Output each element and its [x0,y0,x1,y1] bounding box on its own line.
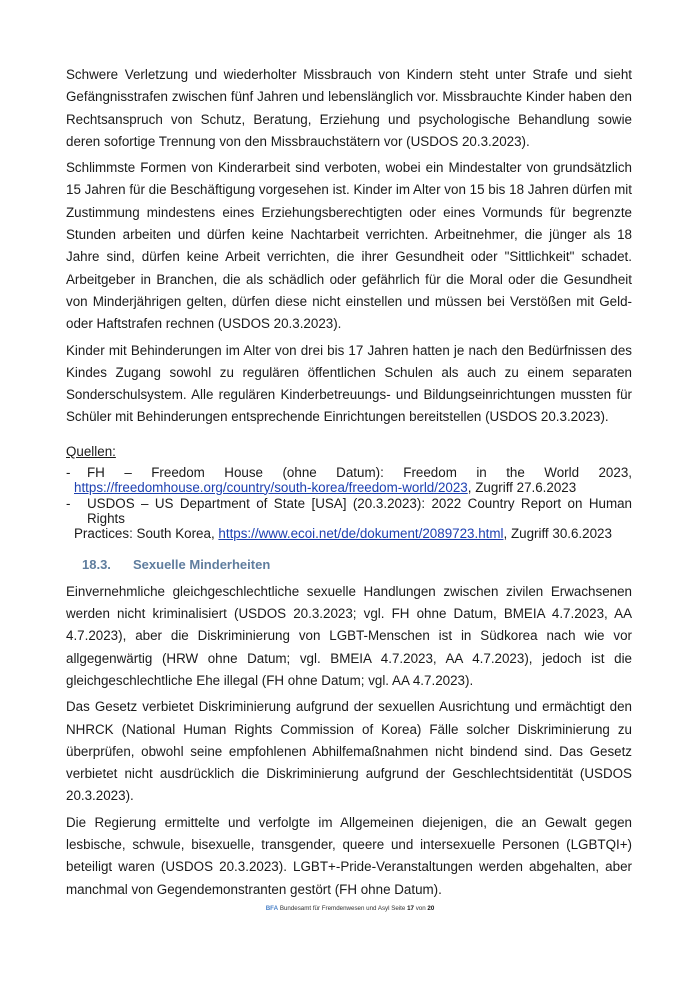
source-body [74,496,632,541]
bfa-logo-text: BFA [265,905,279,912]
footer-total-pages: 20 [427,905,435,912]
footer-page-number: 17 [407,905,414,912]
footer-of: von [413,905,428,912]
source-continuation [74,527,632,542]
page-content [66,64,632,905]
source-link-freedomhouse[interactable]: https://freedomhouse.org/country/south-korea/freedom-world/2023 [74,479,468,495]
sources-heading: Quellen: [66,443,116,459]
source-text-cont: Practices: South Korea, [74,525,219,541]
page-footer [0,905,700,912]
source-access-date: , Zugriff 30.6.2023 [503,525,612,541]
section-number: 18.3. [82,556,111,572]
paragraph: Das Gesetz verbietet Diskriminierung aufgrund der sexuellen Ausrichtung und ermächtigt den NHRCK (National Human Rights Commission of Korea) Fälle solcher Diskriminierung zu überprüfen, obwohl seine empfohlenen Abhilfemaßnahmen nicht bindend sind. Das Gesetz verbietet nicht ausdrücklich die Diskriminierung aufgrund der Geschlechtsidentität (USDOS 20.3.2023). [66,699,632,804]
source-body [74,464,632,496]
paragraph: Schlimmste Formen von Kinderarbeit sind verboten, wobei ein Mindestalter von grundsätzlich 15 Jahren für die Beschäftigung vorgesehen ist. Kinder im Alter von 15 bis 18 Jahren dürfen mit Zustimmung mindestens eines Erziehungsberechtigten oder eines Vormunds für begrenzte Stunden arbeiten und dürfen keine Nachtarbeit verrichten. Arbeitnehmer, die jünger als 18 Jahre sind, dürfen keine Arbeit verrichten, die ihrer Gesundheit oder "Sittlichkeit" schadet. Arbeitgeber in Branchen, die als schädlich oder gefährlich für die Moral oder die Gesundheit von Minderjährigen gelten, dürfen diese nicht einstellen und müssen bei Verstößen mit Geld- oder Haftstrafen rechnen (USDOS 20.3.2023). [66,160,632,332]
section-heading [82,556,632,573]
list-dash: - [66,496,71,512]
section-title: Sexuelle Minderheiten [133,556,271,572]
paragraph: Die Regierung ermittelte und verfolgte im Allgemeinen diejenigen, die an Gewalt gegen lesbische, schwule, bisexuelle, transgender, queere und intersexuelle Personen (LGBTQI+) beteiligt waren (USDOS 20.3.2023). LGBT+-Pride-Veranstaltungen werden abgehalten, aber manchmal von Gegendemonstranten gestört (FH ohne Datum). [66,814,632,897]
paragraph: Kinder mit Behinderungen im Alter von drei bis 17 Jahren hatten je nach den Bedürfnissen des Kindes Zugang sowohl zu regulären öffentlichen Schulen als auch zu einem separaten Sonderschulsystem. Alle regulären Kinderbetreuungs- und Bildungseinrichtungen mussten für Schüler mit Behinderungen entsprechende Einrichtungen bereitstellen (USDOS 20.3.2023). [66,342,632,425]
source-text: USDOS – US Department of State [USA] (20.3.2023): 2022 Country Report on Human Rights [87,496,632,527]
source-link-ecoi[interactable]: https://www.ecoi.net/de/dokument/2089723.html [218,525,504,541]
source-text: FH – Freedom House (ohne Datum): Freedom in the World 2023, [87,464,632,480]
paragraph: Einvernehmliche gleichgeschlechtliche sexuelle Handlungen zwischen zivilen Erwachsenen werden nicht kriminalisiert (USDOS 20.3.2023; vgl. FH ohne Datum, BMEIA 4.7.2023, AA 4.7.2023), aber die Diskriminierung von LGBT-Menschen ist in Südkorea nach wie vor allgegenwärtig (HRW ohne Datum; vgl. BMEIA 4.7.2023, AA 4.7.2023), jedoch ist die gleichgeschlechtliche Ehe illegal (FH ohne Datum; vgl. AA 4.7.2023). [66,583,632,688]
paragraph: Schwere Verletzung und wiederholter Missbrauch von Kindern steht unter Strafe und sieht Gefängnisstrafen zwischen fünf Jahren und lebenslänglich vor. Missbrauchte Kinder haben den Rechtsanspruch von Schutz, Beratung, Erziehung und psychologische Behandlung sowie deren sofortige Trennung von den Missbrauchstätern vor (USDOS 20.3.2023). [66,67,632,149]
source-item-usdos [66,497,632,541]
source-continuation [74,481,632,496]
footer-org: Bundesamt für Fremdenwesen und Asyl Seite [278,905,408,912]
list-dash: - [66,464,71,480]
source-access-date: , Zugriff 27.6.2023 [467,479,577,495]
source-item-fh [66,466,632,496]
